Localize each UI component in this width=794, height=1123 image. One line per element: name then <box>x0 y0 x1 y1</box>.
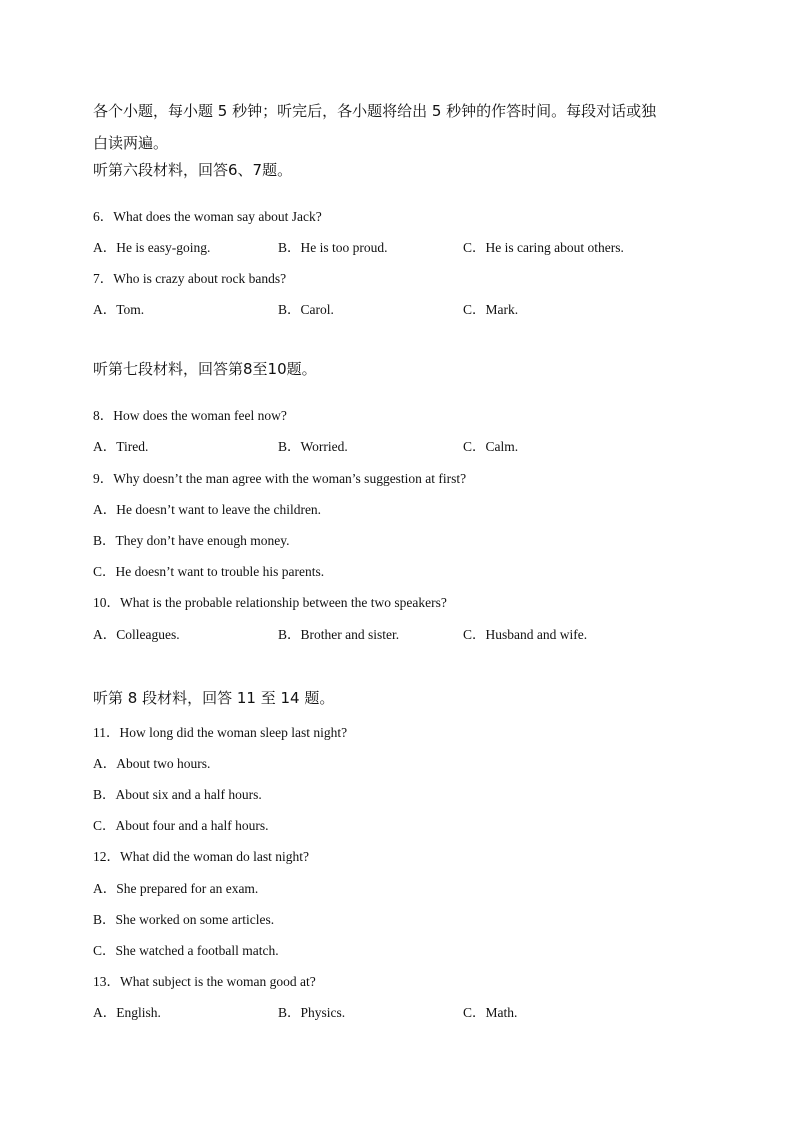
section-heading-7: 听第七段材料，回答第8至10题。 <box>93 360 317 378</box>
question-9-option-a: A．He doesn’t want to leave the children. <box>93 502 322 517</box>
section-heading-6: 听第六段材料，回答6、7题。 <box>93 161 293 179</box>
question-11-option-b: B．About six and a half hours. <box>93 787 262 802</box>
question-6-stem: 6．What does the woman say about Jack? <box>93 209 322 224</box>
question-6-option-c: C．He is caring about others. <box>463 240 624 255</box>
question-8-option-a: A．Tired. <box>93 439 149 454</box>
question-10-stem: 10．What is the probable relationship between the two speakers? <box>93 595 447 610</box>
question-8-option-c: C．Calm. <box>463 439 519 454</box>
section-heading-8: 听第 8 段材料，回答 11 至 14 题。 <box>93 689 335 707</box>
question-9-option-b: B．They don’t have enough money. <box>93 533 290 548</box>
question-13-stem: 13．What subject is the woman good at? <box>93 974 316 989</box>
question-13-option-c: C．Math. <box>463 1005 518 1020</box>
question-7-option-a: A．Tom. <box>93 302 145 317</box>
question-12-option-c: C．She watched a football match. <box>93 943 279 958</box>
question-12-option-a: A．She prepared for an exam. <box>93 881 259 896</box>
question-10-option-a: A．Colleagues. <box>93 627 180 642</box>
question-8-stem: 8．How does the woman feel now? <box>93 408 287 423</box>
question-6-option-b: B．He is too proud. <box>278 240 388 255</box>
question-10-option-b: B．Brother and sister. <box>278 627 400 642</box>
question-9-option-c: C．He doesn’t want to trouble his parents. <box>93 564 325 579</box>
question-13-option-b: B．Physics. <box>278 1005 346 1020</box>
intro-line-1: 各个小题，每小题 5 秒钟；听完后，各小题将给出 5 秒钟的作答时间。每段对话或独 <box>93 102 657 120</box>
question-11-option-a: A．About two hours. <box>93 756 211 771</box>
question-7-stem: 7．Who is crazy about rock bands? <box>93 271 287 286</box>
question-7-option-c: C．Mark. <box>463 302 519 317</box>
question-12-option-b: B．She worked on some articles. <box>93 912 275 927</box>
question-8-option-b: B．Worried. <box>278 439 348 454</box>
question-11-option-c: C．About four and a half hours. <box>93 818 269 833</box>
question-12-stem: 12．What did the woman do last night? <box>93 849 309 864</box>
question-7-option-b: B．Carol. <box>278 302 334 317</box>
question-10-option-c: C．Husband and wife. <box>463 627 588 642</box>
intro-line-2: 白读两遍。 <box>93 134 169 152</box>
question-9-stem: 9．Why doesn’t the man agree with the woman’s suggestion at first? <box>93 471 467 486</box>
question-13-option-a: A．English. <box>93 1005 161 1020</box>
question-6-option-a: A．He is easy-going. <box>93 240 211 255</box>
question-11-stem: 11．How long did the woman sleep last night? <box>93 725 348 740</box>
